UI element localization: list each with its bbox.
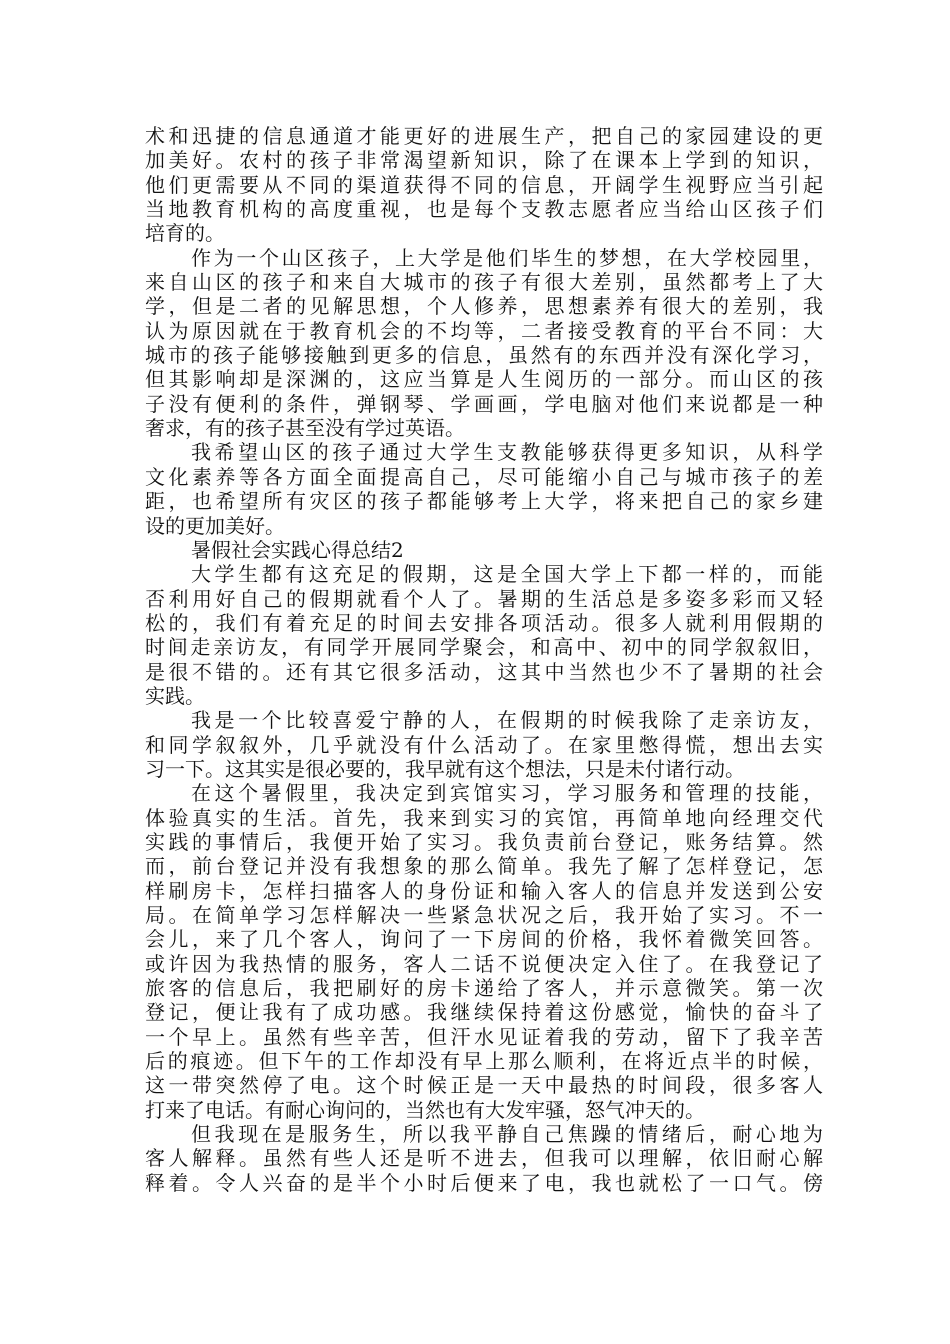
text-line: 后的痕迹。但下午的工作却没有早上那么顺利，在将近点半的时候， <box>145 1049 823 1074</box>
text-line: 时间走亲访友，有同学开展同学聚会，和高中、初中的同学叙叙旧， <box>145 635 823 660</box>
paragraph-first-line: 在这个暑假里，我决定到宾馆实习，学习服务和管理的技能， <box>191 781 823 806</box>
text-line: 体验真实的生活。首先，我来到实习的宾馆，再简单地向经理交代 <box>145 805 823 830</box>
text-line: 是很不错的。还有其它很多活动，这其中当然也少不了暑期的社会 <box>145 659 823 684</box>
text-line: 来自山区的孩子和来自大城市的孩子有很大差别，虽然都考上了大 <box>145 270 823 295</box>
text-line: 登记，便让我有了成功感。我继续保持着这份感觉，愉快的奋斗了 <box>145 1000 823 1025</box>
text-line: 客人解释。虽然有些人还是听不进去，但我可以理解，依旧耐心解 <box>145 1146 823 1171</box>
paragraph-first-line: 大学生都有这充足的假期，这是全国大学上下都一样的，而能 <box>191 562 823 587</box>
text-line: 局。在简单学习怎样解决一些紧急状况之后，我开始了实习。不一 <box>145 903 823 927</box>
text-line: 学，但是二者的见解思想，个人修养，思想素养有很大的差别，我 <box>145 294 823 319</box>
text-line: 但其影响却是深渊的，这应当算是人生阅历的一部分。而山区的孩 <box>145 367 823 392</box>
text-line: 而，前台登记并没有我想象的那么简单。我先了解了怎样登记，怎 <box>145 854 823 879</box>
text-line: 认为原因就在于教育机会的不均等，二者接受教育的平台不同：大 <box>145 318 823 343</box>
paragraph-first-line: 作为一个山区孩子，上大学是他们毕生的梦想，在大学校园里， <box>191 245 823 270</box>
text-line: 城市的孩子能够接触到更多的信息，虽然有的东西并没有深化学习， <box>145 343 823 368</box>
text-line: 旅客的信息后，我把刷好的房卡递给了客人，并示意微笑。第一次 <box>145 976 823 1001</box>
text-line: 当地教育机构的高度重视，也是每个支教志愿者应当给山区孩子们 <box>145 197 823 222</box>
text-line: 这一带突然停了电。这个时候正是一天中最热的时间段，很多客人 <box>145 1073 823 1098</box>
paragraph-last-line: 实践。 <box>145 683 205 708</box>
paragraph-first-line: 但我现在是服务生，所以我平静自己焦躁的情绪后，耐心地为 <box>191 1122 823 1147</box>
paragraph-last-line: 培育的。 <box>145 221 225 246</box>
text-line: 样刷房卡，怎样扫描客人的身份证和输入客人的信息并发送到公安 <box>145 878 823 903</box>
text-line: 实践的事情后，我便开始了实习。我负责前台登记，账务结算。然 <box>145 829 823 854</box>
document-page <box>145 124 823 1195</box>
paragraph-last-line: 奢求，有的孩子甚至没有学过英语。 <box>145 416 465 441</box>
paragraph-last-line: 打来了电话。有耐心询问的，当然也有大发牢骚，怒气冲天的。 <box>145 1097 705 1122</box>
paragraph-first-line: 我是一个比较喜爱宁静的人，在假期的时候我除了走亲访友， <box>191 708 823 733</box>
text-line: 会儿，来了几个客人，询问了一下房间的价格，我怀着微笑回答。 <box>145 927 823 952</box>
text-line: 释着。令人兴奋的是半个小时后便来了电，我也就松了一口气。傍 <box>145 1170 823 1195</box>
text-line: 文化素养等各方面全面提高自己，尽可能缩小自己与城市孩子的差 <box>145 464 823 489</box>
text-line: 子没有便利的条件，弹钢琴、学画画，学电脑对他们来说都是一种 <box>145 391 823 416</box>
paragraph-last-line: 习一下。这其实是很必要的，我早就有这个想法，只是未付诸行动。 <box>145 756 745 781</box>
text-line: 他们更需要从不同的渠道获得不同的信息，开阔学生视野应当引起 <box>145 172 823 197</box>
text-line: 术和迅捷的信息通道才能更好的进展生产，把自己的家园建设的更 <box>145 124 823 148</box>
text-line: 距，也希望所有灾区的孩子都能够考上大学，将来把自己的家乡建 <box>145 489 823 514</box>
section-heading: 暑假社会实践心得总结2 <box>191 537 404 562</box>
paragraph-last-line: 设的更加美好。 <box>145 513 285 538</box>
paragraph-first-line: 我希望山区的孩子通过大学生支教能够获得更多知识，从科学 <box>191 440 823 465</box>
text-line: 或许因为我热情的服务，客人二话不说便决定入住了。在我登记了 <box>145 951 823 976</box>
text-line: 一个早上。虽然有些辛苦，但汗水见证着我的劳动，留下了我辛苦 <box>145 1024 823 1049</box>
text-line: 否利用好自己的假期就看个人了。暑期的生活总是多姿多彩而又轻 <box>145 586 823 611</box>
text-line: 加美好。农村的孩子非常渴望新知识，除了在课本上学到的知识， <box>145 148 823 173</box>
text-line: 松的，我们有着充足的时间去安排各项活动。很多人就利用假期的 <box>145 610 823 635</box>
text-line: 和同学叙叙外，几乎就没有什么活动了。在家里憋得慌，想出去实 <box>145 732 823 757</box>
